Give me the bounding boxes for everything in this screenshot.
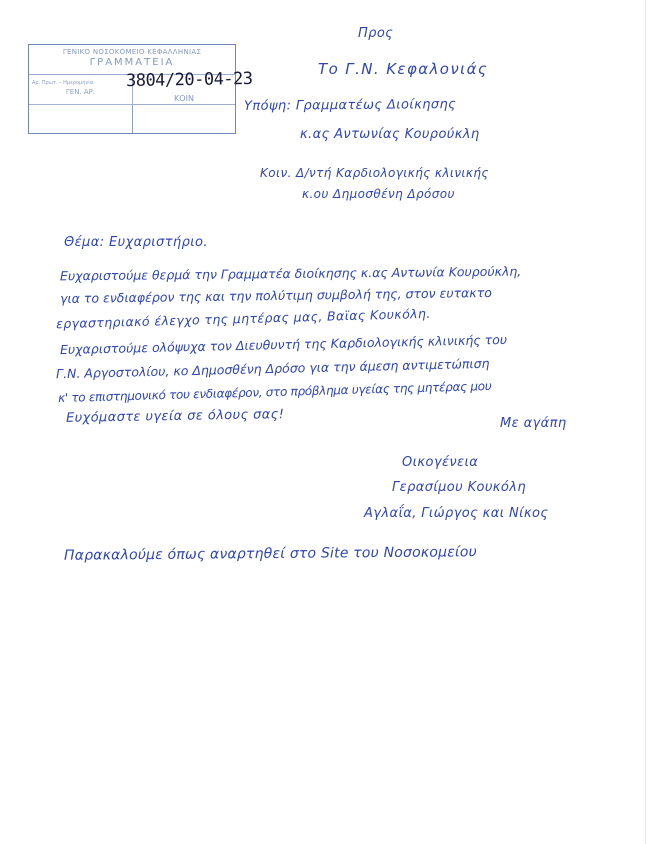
stamp-line3: Αρ. Πρωτ. – Ημερομηνία [32,80,94,86]
body-line-4: Ευχαριστούμε ολόψυχα τον Διευθυντή της Καρδιολογικής κλινικής του [59,331,508,358]
cc-line-2: κ.ου Δημοσθένη Δρόσου [302,187,455,201]
stamp-empty-cell [29,105,133,133]
stamp-protocol-cell [29,75,133,105]
attention-line-2: κ.ας Αντωνίας Κουρούκλη [300,127,480,142]
body-line-1: Ευχαριστούμε θερμά την Γραμματέα διοίκησης κ.ας Αντωνία Κουρούκλη, [59,263,522,284]
page-edge [645,0,646,844]
stamp-line4: ΓΕΝ. ΑΡ. [65,88,96,96]
stamp-line1: ΓΕΝΙΚΟ ΝΟΣΟΚΟΜΕΙΟ ΚΕΦΑΛΛΗΝΙΑΣ [62,48,202,56]
closing-line: Με αγάπη [500,416,567,431]
attention-line-1: Υπόψη: Γραμματέως Διοίκησης [243,97,457,114]
body-line-7: Ευχόμαστε υγεία σε όλους σας! [65,407,285,426]
body-line-3: εργαστηριακό έλεγχο της μητέρας μας, Βαϊας Κουκόλη. [55,305,431,332]
signature-line-1: Οικογένεια [402,455,479,470]
cc-line-1: Κοιν. Δ/ντή Καρδιολογικής κλινικής [260,166,489,180]
signature-line-2: Γερασίμου Κουκόλη [392,480,526,495]
recipient-line-2: Το Γ.Ν. Κεφαλονιάς [318,60,489,78]
postscript-line: Παρακαλούμε όπως αναρτηθεί στο Site του Νοσοκομείου [63,544,478,564]
body-line-5: Γ.Ν. Αργοστολίου, κο Δημοσθένη Δρόσο για την άμεση αντιμετώπιση [55,355,490,382]
body-line-2: για το ενδιαφέρον της και την πολύτιμη συμβολή της, στον ευτακτο [59,284,492,307]
body-line-6: κ' το επιστημονικό του ενδιαφέρον, στο πρόβλημα υγείας της μητέρας μου [57,378,492,406]
stamp-koin-cell: ΚΟΙΝ [133,75,235,105]
protocol-number: 3804/20-04-23 [125,68,253,92]
stamp-line2: ΓΡΑΜΜΑΤΕΙΑ [89,57,175,68]
signature-line-3: Αγλαΐα, Γιώργος και Νίκος [364,506,549,521]
recipient-line-1: Προς [358,26,394,41]
subject-line: Θέμα: Ευχαριστήριο. [64,235,208,250]
